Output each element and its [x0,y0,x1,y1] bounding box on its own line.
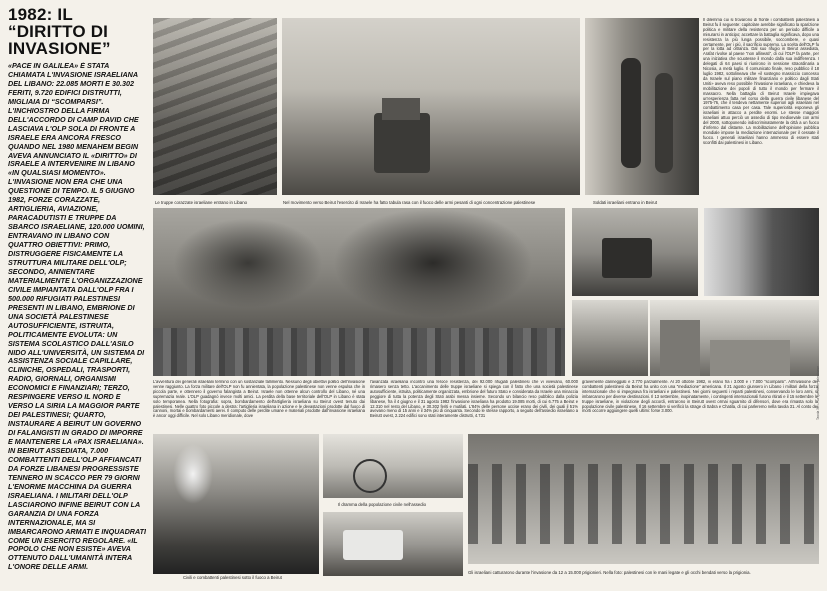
text-mid-right: gravemente danneggiati e 2.770 parzialmente. Al 20 ottobre 1982, vi erano fra i 3.000 e i 7.000 “scomparsi”. All'invasione dei combattenti palestinesi da Beirut ha unito con una “mediazione” americana. Il 21 agosto giunsero in Libano i militari della forza internazionale che si impegnava fra israeliani e palestinesi. Nei giorni seguenti i reparti palestinesi, conservando le loro armi, si imbarcarono per diverse destinazioni. Il 13 settembre, inopinatamente, i contingenti internazionali furono ritirati e il 15 settembre le truppe israeliane, in violazione degli accordi, entrarono in Beirutt ovest ormai sguarnito di difensori, dove era rimasta solo la popolazione civile palestinese. Il 16 settembre si verificò la strage di Sabra e Chatila, di cui parleremo nella tavola 31. Al conto dei morti occorre aggiungere quelli ultimi: forse 3.000. [582,380,818,414]
caption-fighters: Civili e combattenti palestinesi sotto il fuoco a Beirut [183,575,282,580]
photo-convoy [282,18,580,195]
text-right-top: Il dilemma cui si trovarono di fronte i combattenti palestinesi a Beirut fu il seguente: capitolare avrebbe significato la sparizione politica e militare della resistenza per un periodo difficile a misurarsi in anticipo; accettare la battaglia significava, dopo una resistenza la più lunga possibile, soccombere, e quasi certamente, per i più, il sacrificio supremo. La scelta dell'OLP fu per la lotta ad oltranza. Dal suo rifugio in Beirut assediata, Arafat rivolse al paese “non allineati”, di cui l'OLP fa parte, per una iniziativa che scuotesse il mondo dalla sua indifferenza. I delegati di 64 paesi si riunirono in sessione straordinaria a Nicosia, a metà luglio. Il comunicato finale, reso pubblico il 18 luglio 1982, sottolineava che «il sostegno massiccio concesso da Israele sul piano militare finanziario e politico dagli Stati Uniti» aveva reso possibile l'invasione israeliana, e chiedeva la mobilitazione dei popoli di tutto il mondo per fermare il massacro. Nella battaglia di Beirut Israele impiegava un'esperienza fatta nel corso della guerra civile libanese del 1975-76, che il tendeva nettamente superiori agli israeliani nel combattimento casa per casa. Tale superiorità esponeva gli israeliani in attacco a perdite enormi. Le stesse maggiori israeliani attuo perciò un assedio di tipo medioevale con armi del 2000, sottoponendo indiscriminatamente la città a un fuoco d'inferno dal distante. La mobilitazione dell'opinione pubblica mondiale impose la mediazione internazionale per il cessate il fuoco. I generali israeliani hanno ammesso di essere stati sconfitti dai palestinesi in Libano. [703,18,819,145]
page-title: 1982: IL “DIRITTO DI INVASIONE” [8,5,111,58]
photo-tanks [153,18,277,195]
text-mid-left: L'avventura dei generali israeliani terminò con un sostanziale fallimento. Nessuno degli obiettivi politici dell'invasione venne raggiunto. La forza militare dell'OLP non fu annientata, la popolazione palestinese non venne espulsa che in piccola parte, e ottennero il governo falangista a Beirut. Israele non ottenne alcun controllo del Libano, né una supremazia reale. L'OLP guadagnò invece molti amici. La perdita della base territoriale dell'OLP in Libano è stata solo temporanea. Nella fotografia: sopra, bombardamento dell'artiglieria israeliana su Beirut ovest tenuto dai palestinesi. Nelle quattro foto piccole a destra: l'artiglieria israeliana in azione e le devastazioni prodotte dal fuoco di cannoni, mortai e bombardamenti aerei. Il computo delle perdite umane e materiali prodotte dall'invasione israeliana è ancor oggi difficile. Nel solo Libano meridionale, dove [153,380,365,419]
photo-civilians-1 [323,434,463,498]
photo-ruins-1 [704,208,819,296]
lead-text: «PACE IN GALILEA» È STATA CHIAMATA L'INVASIONE ISRAELIANA DEL LIBANO: 22.085 MORTI E 30.302 FERITI, 9.720 EDIFICI DISTRUTTI, MIGLIAIA DI “SCOMPARSI”. L'INCHIOSTRO DELLA FIRMA DELL'ACCORDO DI CAMP DAVID CHE LASCIAVA L'OLP SOLA DI FRONTE A ISRAELE ERA ANCORA FRESCO QUANDO NEL 1980 MENAHEM BEGIN AVEVA ANNUNCIATO IL «DIRITTO» DI ISRAELE A INTERVENIRE IN LIBANO «IN QUALSIASI MOMENTO». L'INVASIONE NON ERA CHE UNA QUESTIONE DI TEMPO. IL 5 GIUGNO 1982, FORZE CORAZZATE, ARTIGLIERIA, AVIAZIONE, PARACADUTISTI E TRUPPE DA SBARCO ISRAELIANE, 120.000 UOMINI, ENTRAVANO IN LIBANO CON QUATTRO OBIETTIVI: PRIMO, DISTRUGGERE FISICAMENTE LA STRUTTURA MILITARE DELL'OLP; SECONDO, ANNIENTARE MATERIALMENTE L'ORGANIZZAZIONE CIVILE IMPIANTATA DALL'OLP FRA I 500.000 RIFUGIATI PALESTINESI PRESENTI IN LIBANO, EMBRIONE DI UNA SOCIETÀ PALESTINESE AUTOSUFFICIENTE, ISTRUITA, POLITICAMENTE EVOLUTA: UN SISTEMA SCOLASTICO DALL'ASILO NIDO ALL'UNIVERSITÀ, UN SISTEMA DI ASSISTENZA SOCIALE CAPILLARE, CLINICHE, OSPEDALI, TRASPORTI, RADIO, GIORNALI, ORGANISMI ECONOMICI E FINANZIARI; TERZO, RESPINGERE VERSO IL NORD E VERSO LA SIRIA LA MAGGIOR PARTE DEI PALESTINESI; QUARTO, INSTAURARE A BEIRUT UN GOVERNO DI FALANGISTI IN GRADO DI IMPORRE E MANTENERE LA «PAX ISRAELIANA». IN BEIRUT ASSEDIATA, 7.000 COMBATTENTI DELL'OLP AFFIANCATI DA FORZE LIBANESI PROGRESSISTE TENNERO IN SCACCO PER 79 GIORNI L'ENORME MACCHINA DA GUERRA ISRAELIANA. I MILITARI DELL'OLP LASCIARONO INFINE BEIRUT CON LA GARANZIA DI UNA FORZA INTERNAZIONALE, MA SI IMBARCARONO ARMATI E INQUADRATI COME UN ESERCITO REGOLARE. «IL POPOLO CHE NON ESISTE» AVEVA OTTENUTO DALL'UMANITÀ INTERA L'ONORE DELLE ARMI. [8,62,146,572]
photo-ruins-3 [650,300,819,376]
photo-soldiers [585,18,699,195]
caption-prisoners: Gli israeliani catturarono durante l'invasione da 12 a 15.000 prigionieri. Nella foto: palestinesi con le mani legate e gli occhi bendati verso la prigionia. [468,570,751,575]
photo-civilians-2 [323,512,463,576]
photo-prisoners [468,434,819,564]
caption-civilians: Il dramma della popolazione civile nell'assedio [338,502,427,507]
photo-ruins-2 [572,300,648,376]
photo-beirut-bombing [153,208,565,376]
photo-fighters [153,434,319,574]
photo-artillery [572,208,698,296]
caption-tanks: Le truppe corazzate israeliane entrano in Libano [155,200,247,205]
side-note: Tavola 30 — La questione palestinese [816,366,820,420]
caption-convoy: Nel movimento verso Beirut l'esercito di Israele ha fatto tabula rasa con il fuoco delle armi pesanti di ogni concentrazione palestinese [283,200,536,205]
caption-soldiers: Soldati israeliani entrano in Beirut [593,200,658,205]
text-mid-center: l'avanzata israeliana incontrò una feroce resistenza, dei 92.000 rifugiati palestinesi che vi vivevano, 60.000 rimasero senza tetto. L'accanimento delle truppe israeliane si spiega con il fatto che una società palestinese autosufficiente, istruita, politicamente organizzata, embrione del futuro Stato e considerata da Israele una minaccia peggiore di tutta la potenza degli Stati arabi messa insieme. Secondo un bilancio reso pubblico dalla polizia libanese, fra il 4 giugno e il 31 agosto 1982 l'invasione israeliana ha prodotto 19.085 morti, di cui 6.775 a Beirut e 12.310 nel resto del Libano, e 30.302 feriti e mutilati. L'84% delle persone uccise erano dei civili, dei quali il 51% avevano meno di 15 anni e il 34% più di cinquanta. Secondo le stesse rapporto, a seguito dell'assedio israeliano a Beirutt ovest, 2.224 edifici sono stati interamente distrutti, 4.731 [370,380,578,419]
